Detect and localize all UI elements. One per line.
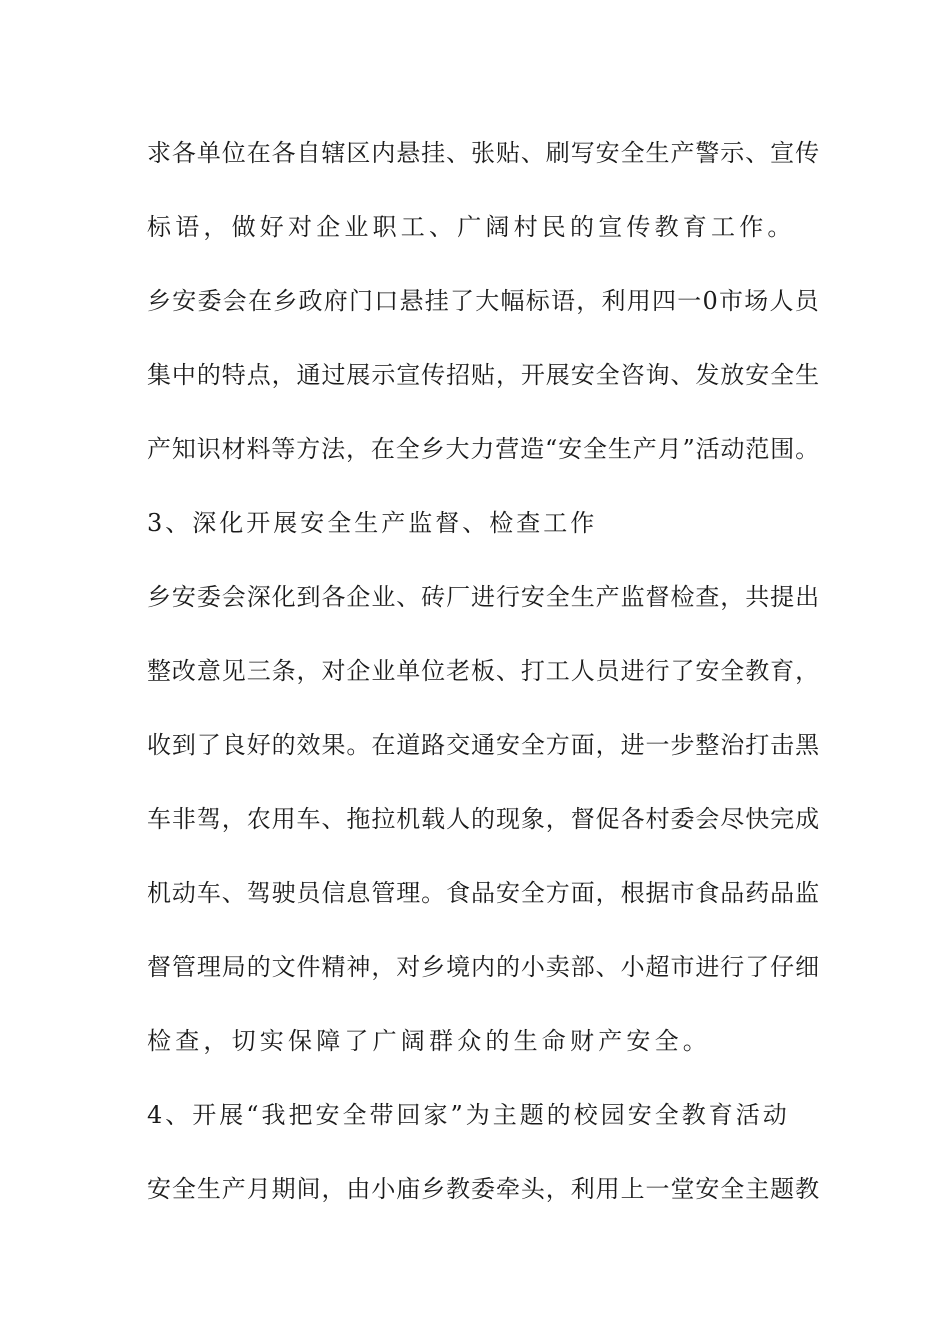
text-line: 机动车、驾驶员信息管理。食品安全方面，根据市食品药品监 (147, 879, 820, 907)
text-line: 乡安委会深化到各企业、砖厂进行安全生产监督检查，共提出 (147, 583, 820, 611)
text-line: 检查，切实保障了广阔群众的生命财产安全。 (147, 1027, 711, 1055)
text-line: 整改意见三条，对企业单位老板、打工人员进行了安全教育， (147, 657, 820, 685)
section-heading: 3、深化开展安全生产监督、检查工作 (147, 509, 598, 537)
text-line: 集中的特点，通过展示宣传招贴，开展安全咨询、发放安全生 (147, 361, 820, 389)
text-line: 求各单位在各自辖区内悬挂、张贴、刷写安全生产警示、宣传 (147, 139, 820, 167)
text-line: 收到了良好的效果。在道路交通安全方面，进一步整治打击黑 (147, 731, 820, 759)
section-heading: 4、开展“我把安全带回家”为主题的校园安全教育活动 (147, 1101, 790, 1129)
text-line: 安全生产月期间，由小庙乡教委牵头，利用上一堂安全主题教 (147, 1175, 820, 1203)
text-line: 产知识材料等方法，在全乡大力营造“安全生产月”活动范围。 (147, 435, 820, 463)
text-line: 乡安委会在乡政府门口悬挂了大幅标语，利用四一0市场人员 (147, 287, 820, 315)
text-line: 标语，做好对企业职工、广阔村民的宣传教育工作。 (147, 213, 796, 241)
text-line: 督管理局的文件精神，对乡境内的小卖部、小超市进行了仔细 (147, 953, 820, 981)
text-line: 车非驾，农用车、拖拉机载人的现象，督促各村委会尽快完成 (147, 805, 820, 833)
